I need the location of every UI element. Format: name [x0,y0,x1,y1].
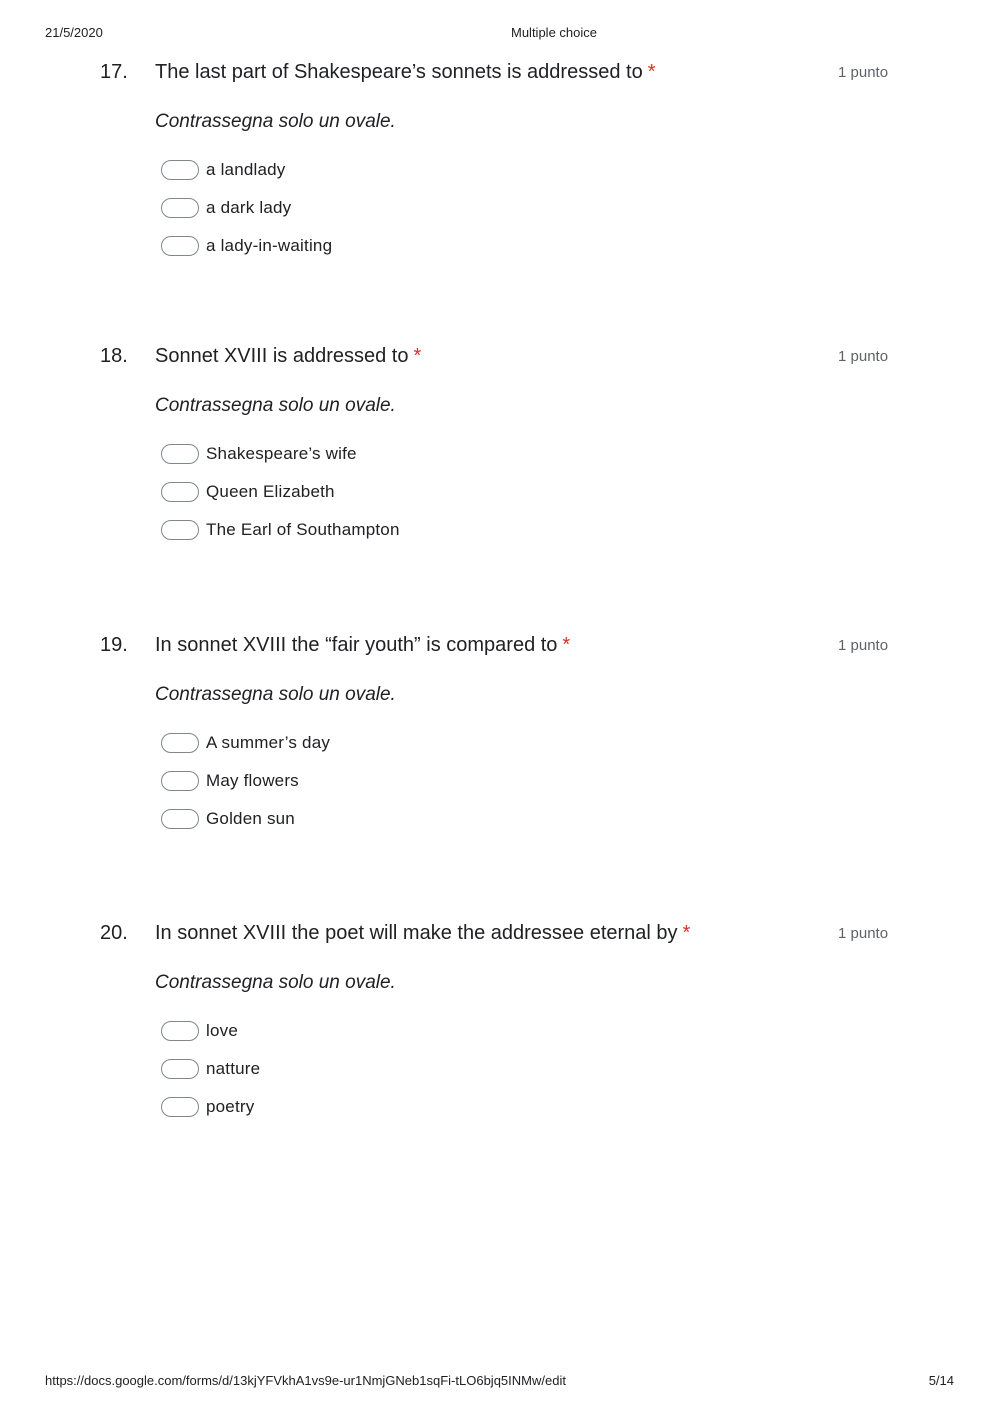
question-number: 18. [100,345,128,367]
option-a-landlady[interactable] [161,151,332,189]
question-title-text: Sonnet XVIII is addressed to [155,345,409,367]
required-asterisk: * [562,634,571,656]
option-label: a dark lady [206,198,292,217]
print-page-number: 5/14 [928,1373,954,1388]
option-queen-elizabeth[interactable] [161,473,400,511]
option-label: Golden sun [206,809,295,828]
radio-oval[interactable] [161,160,199,180]
radio-oval[interactable] [161,771,199,791]
option-list [161,151,332,265]
option-label: a landlady [206,160,286,179]
question-title [155,922,690,945]
option-a-dark-lady[interactable] [161,189,332,227]
radio-oval[interactable] [161,1059,199,1079]
option-label: Shakespeare’s wife [206,444,357,463]
option-label: a lady-in-waiting [206,236,333,255]
option-label: May flowers [206,771,299,790]
option-label: Queen Elizabeth [206,482,335,501]
print-date: 21/5/2020 [45,25,103,40]
radio-oval[interactable] [161,1097,199,1117]
question-points: 1 punto [838,637,889,654]
option-list [161,1012,260,1126]
required-asterisk: * [682,922,691,944]
radio-oval[interactable] [161,1021,199,1041]
option-a-summers-day[interactable] [161,724,330,762]
question-instruction: Contrassegna solo un ovale. [155,684,396,705]
option-poetry[interactable] [161,1088,260,1126]
option-list [161,435,400,549]
question-instruction: Contrassegna solo un ovale. [155,972,396,993]
option-label: poetry [206,1097,255,1116]
question-title-text: The last part of Shakespeare’s sonnets is addressed to [155,61,643,83]
option-shakespeares-wife[interactable] [161,435,400,473]
question-points: 1 punto [838,348,889,365]
question-instruction: Contrassegna solo un ovale. [155,111,396,132]
option-label: natture [206,1059,261,1078]
option-label: The Earl of Southampton [206,520,400,539]
question-points: 1 punto [838,925,889,942]
question-title-text: In sonnet XVIII the “fair youth” is compared to [155,634,558,656]
radio-oval[interactable] [161,733,199,753]
option-may-flowers[interactable] [161,762,330,800]
option-label: love [206,1021,238,1040]
question-title-text: In sonnet XVIII the poet will make the addressee eternal by [155,922,678,944]
required-asterisk: * [413,345,422,367]
option-earl-of-southampton[interactable] [161,511,400,549]
question-title [155,634,570,657]
option-list [161,724,330,838]
radio-oval[interactable] [161,198,199,218]
print-title: Multiple choice [511,25,597,40]
option-label: A summer’s day [206,733,331,752]
question-instruction: Contrassegna solo un ovale. [155,395,396,416]
print-url: https://docs.google.com/forms/d/13kjYFVkhA1vs9e-ur1NmjGNeb1sqFi-tLO6bjq5INMw/edit [45,1373,566,1388]
question-title [155,345,421,368]
option-love[interactable] [161,1012,260,1050]
question-number: 17. [100,61,128,83]
question-number: 19. [100,634,128,656]
radio-oval[interactable] [161,520,199,540]
question-title [155,61,656,84]
question-points: 1 punto [838,64,889,81]
option-a-lady-in-waiting[interactable] [161,227,332,265]
option-natture[interactable] [161,1050,260,1088]
radio-oval[interactable] [161,482,199,502]
required-asterisk: * [647,61,656,83]
question-number: 20. [100,922,128,944]
radio-oval[interactable] [161,809,199,829]
option-golden-sun[interactable] [161,800,330,838]
radio-oval[interactable] [161,236,199,256]
radio-oval[interactable] [161,444,199,464]
